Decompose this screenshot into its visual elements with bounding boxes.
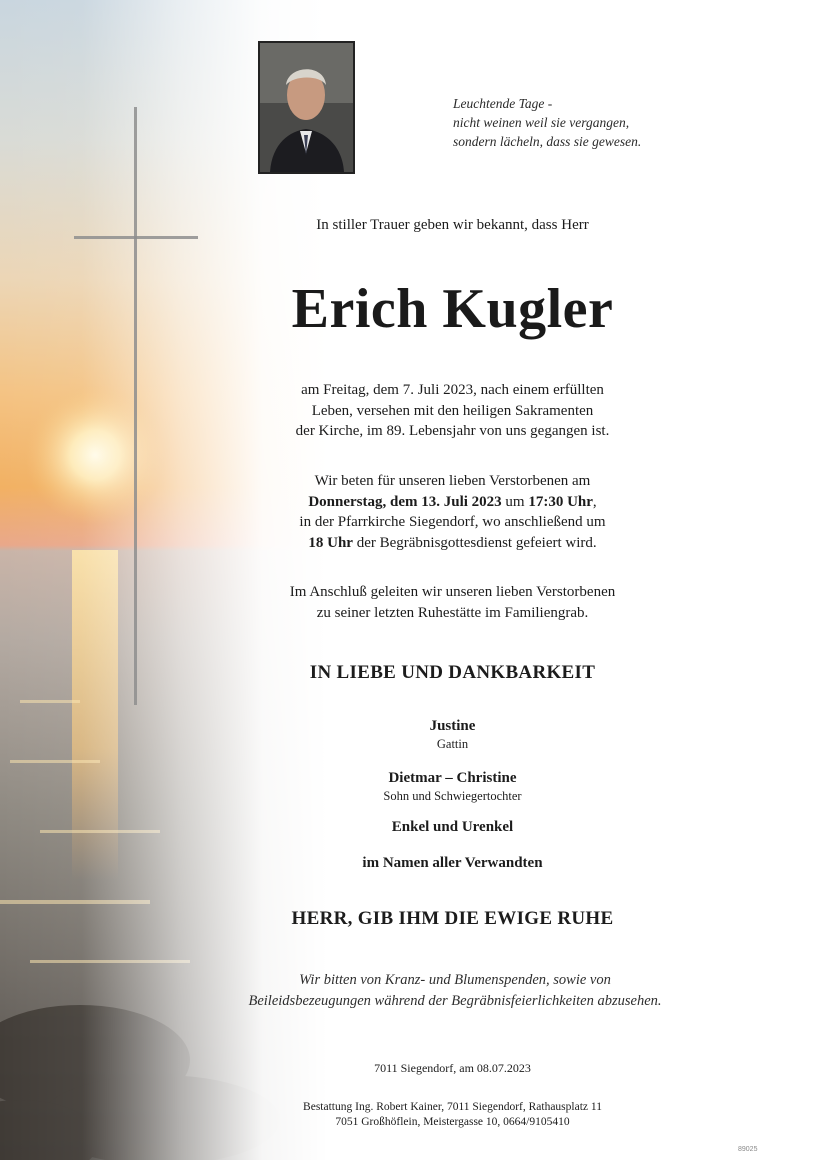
burial-notice <box>180 582 725 623</box>
burial-line: Im Anschluß geleiten wir unseren lieben Verstorbenen <box>289 584 616 600</box>
prayer-line <box>180 533 725 554</box>
quote-line: Leuchtende Tage - <box>453 96 553 111</box>
deceased-name: Erich Kugler <box>291 278 614 340</box>
eternal-rest-heading: HERR, GIB IHM DIE EWIGE RUHE <box>291 908 614 929</box>
prayer-line: Wir beten für unseren lieben Verstorbenen am <box>314 473 591 489</box>
portrait-man-icon <box>260 43 353 172</box>
love-gratitude-heading: IN LIEBE UND DANKBARKEIT <box>309 662 596 683</box>
burial-line: zu seiner letzten Ruhestätte im Familiengrab. <box>316 604 589 621</box>
undertaker-line: Bestattung Ing. Robert Kainer, 7011 Siegendorf, Rathausplatz 11 <box>303 1101 602 1113</box>
family-member-name: Justine <box>429 718 476 734</box>
family-member <box>180 855 725 872</box>
request-line: Beileidsbezeugungen während der Begräbnisfeierlichkeiten abzusehen. <box>248 993 662 1009</box>
request-line: Wir bitten von Kranz- und Blumenspenden, sowie von <box>299 972 611 988</box>
death-notice-line: der Kirche, im 89. Lebensjahr von uns gegangen ist. <box>295 423 610 439</box>
condolence-request <box>150 970 760 1012</box>
prayer-notice <box>180 471 725 553</box>
death-notice <box>180 380 725 442</box>
death-notice-line: am Freitag, dem 7. Juli 2023, nach einem erfüllten <box>301 382 604 398</box>
cross-vertical <box>134 107 137 705</box>
mass-time: 18 Uhr <box>308 534 353 551</box>
quote-line: nicht weinen weil sie vergangen, <box>453 115 630 130</box>
undertaker-info <box>180 1100 725 1130</box>
family-member-name: im Namen aller Verwandten <box>362 855 543 871</box>
prayer-comma: , <box>592 493 597 510</box>
family-member-name: Dietmar – Christine <box>388 770 517 786</box>
undertaker-line: 7051 Großhöflein, Meistergasse 10, 0664/9105410 <box>335 1116 570 1128</box>
prayer-line <box>180 492 725 513</box>
memorial-quote <box>453 94 753 151</box>
family-member <box>180 770 725 804</box>
place-date: 7011 Siegendorf, am 08.07.2023 <box>374 1061 531 1075</box>
family-member-relation: Sohn und Schwiegertochter <box>383 789 522 803</box>
death-notice-line: Leben, versehen mit den heiligen Sakramenten <box>311 402 594 419</box>
cross-horizontal <box>74 236 198 239</box>
family-member <box>180 819 725 836</box>
family-member-relation: Gattin <box>436 737 469 751</box>
family-member-name: Enkel und Urenkel <box>391 819 514 835</box>
portrait-photo <box>258 41 355 174</box>
family-member <box>180 718 725 752</box>
prayer-time: 17:30 Uhr <box>528 493 593 510</box>
prayer-um: um <box>501 493 529 510</box>
reference-number: 89025 <box>738 1146 758 1153</box>
mass-text: der Begräbnisgottesdienst gefeiert wird. <box>352 534 597 551</box>
intro-text: In stiller Trauer geben wir bekannt, dass Herr <box>316 217 589 233</box>
prayer-line: in der Pfarrkirche Siegendorf, wo anschließend um <box>299 514 606 530</box>
prayer-date: Donnerstag, dem 13. Juli 2023 <box>308 493 502 510</box>
quote-line: sondern lächeln, dass sie gewesen. <box>453 134 642 149</box>
